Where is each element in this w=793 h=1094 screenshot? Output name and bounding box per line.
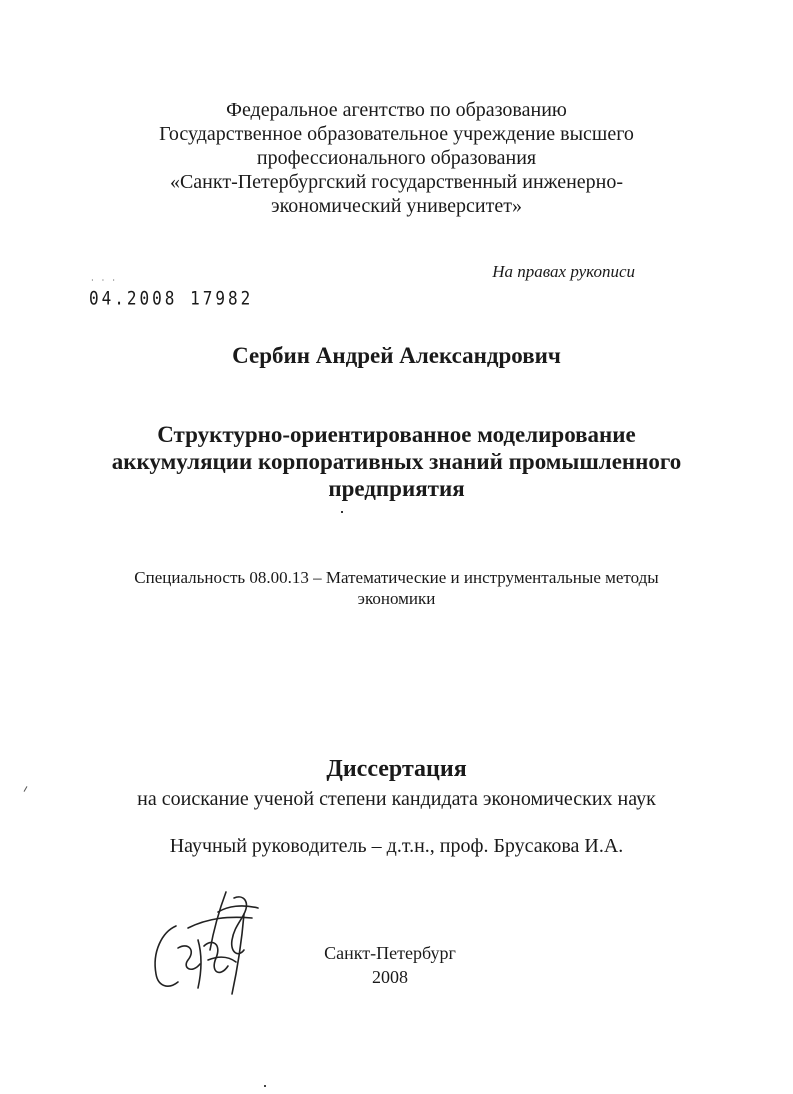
registration-number-text: 04.2008 17982: [89, 287, 254, 309]
title-line-2: аккумуляции корпоративных знаний промышленного: [111, 449, 682, 474]
organization-block: [0, 98, 793, 218]
title-line-1: Структурно-ориентированное моделирование: [157, 422, 636, 447]
author-name: Сербин Андрей Александрович: [232, 343, 561, 368]
specialty-line-1: Специальность 08.00.13 – Математические и инструментальные методы: [134, 568, 659, 587]
place-block: [290, 941, 490, 989]
organization-line-5: экономический университет»: [271, 195, 522, 217]
registration-number: [89, 287, 253, 309]
organization-line-1: Федеральное агентство по образованию: [226, 99, 567, 121]
organization-line-4: «Санкт-Петербургский государственный инженерно-: [169, 171, 624, 193]
scan-speck: [264, 1085, 266, 1087]
specialty-block: [0, 567, 793, 609]
registration-marks: · · ·: [91, 276, 118, 285]
scan-speck: [341, 511, 343, 513]
organization-line-3: профессионального образования: [256, 147, 537, 169]
specialty-line-2: экономики: [357, 589, 436, 608]
dissertation-subtitle: на соискание ученой степени кандидата экономических наук: [137, 788, 656, 810]
manuscript-note: На правах рукописи: [492, 262, 635, 281]
handwritten-signature-icon: [148, 888, 266, 1000]
year: 2008: [372, 967, 408, 987]
dissertation-title: [0, 421, 793, 502]
supervisor-line: Научный руководитель – д.т.н., проф. Брусакова И.А.: [169, 835, 624, 857]
dissertation-heading: Диссертация: [326, 756, 467, 782]
title-line-3: предприятия: [328, 476, 465, 501]
city: Санкт-Петербург: [324, 943, 456, 963]
organization-line-2: Государственное образовательное учреждение высшего: [159, 123, 634, 145]
